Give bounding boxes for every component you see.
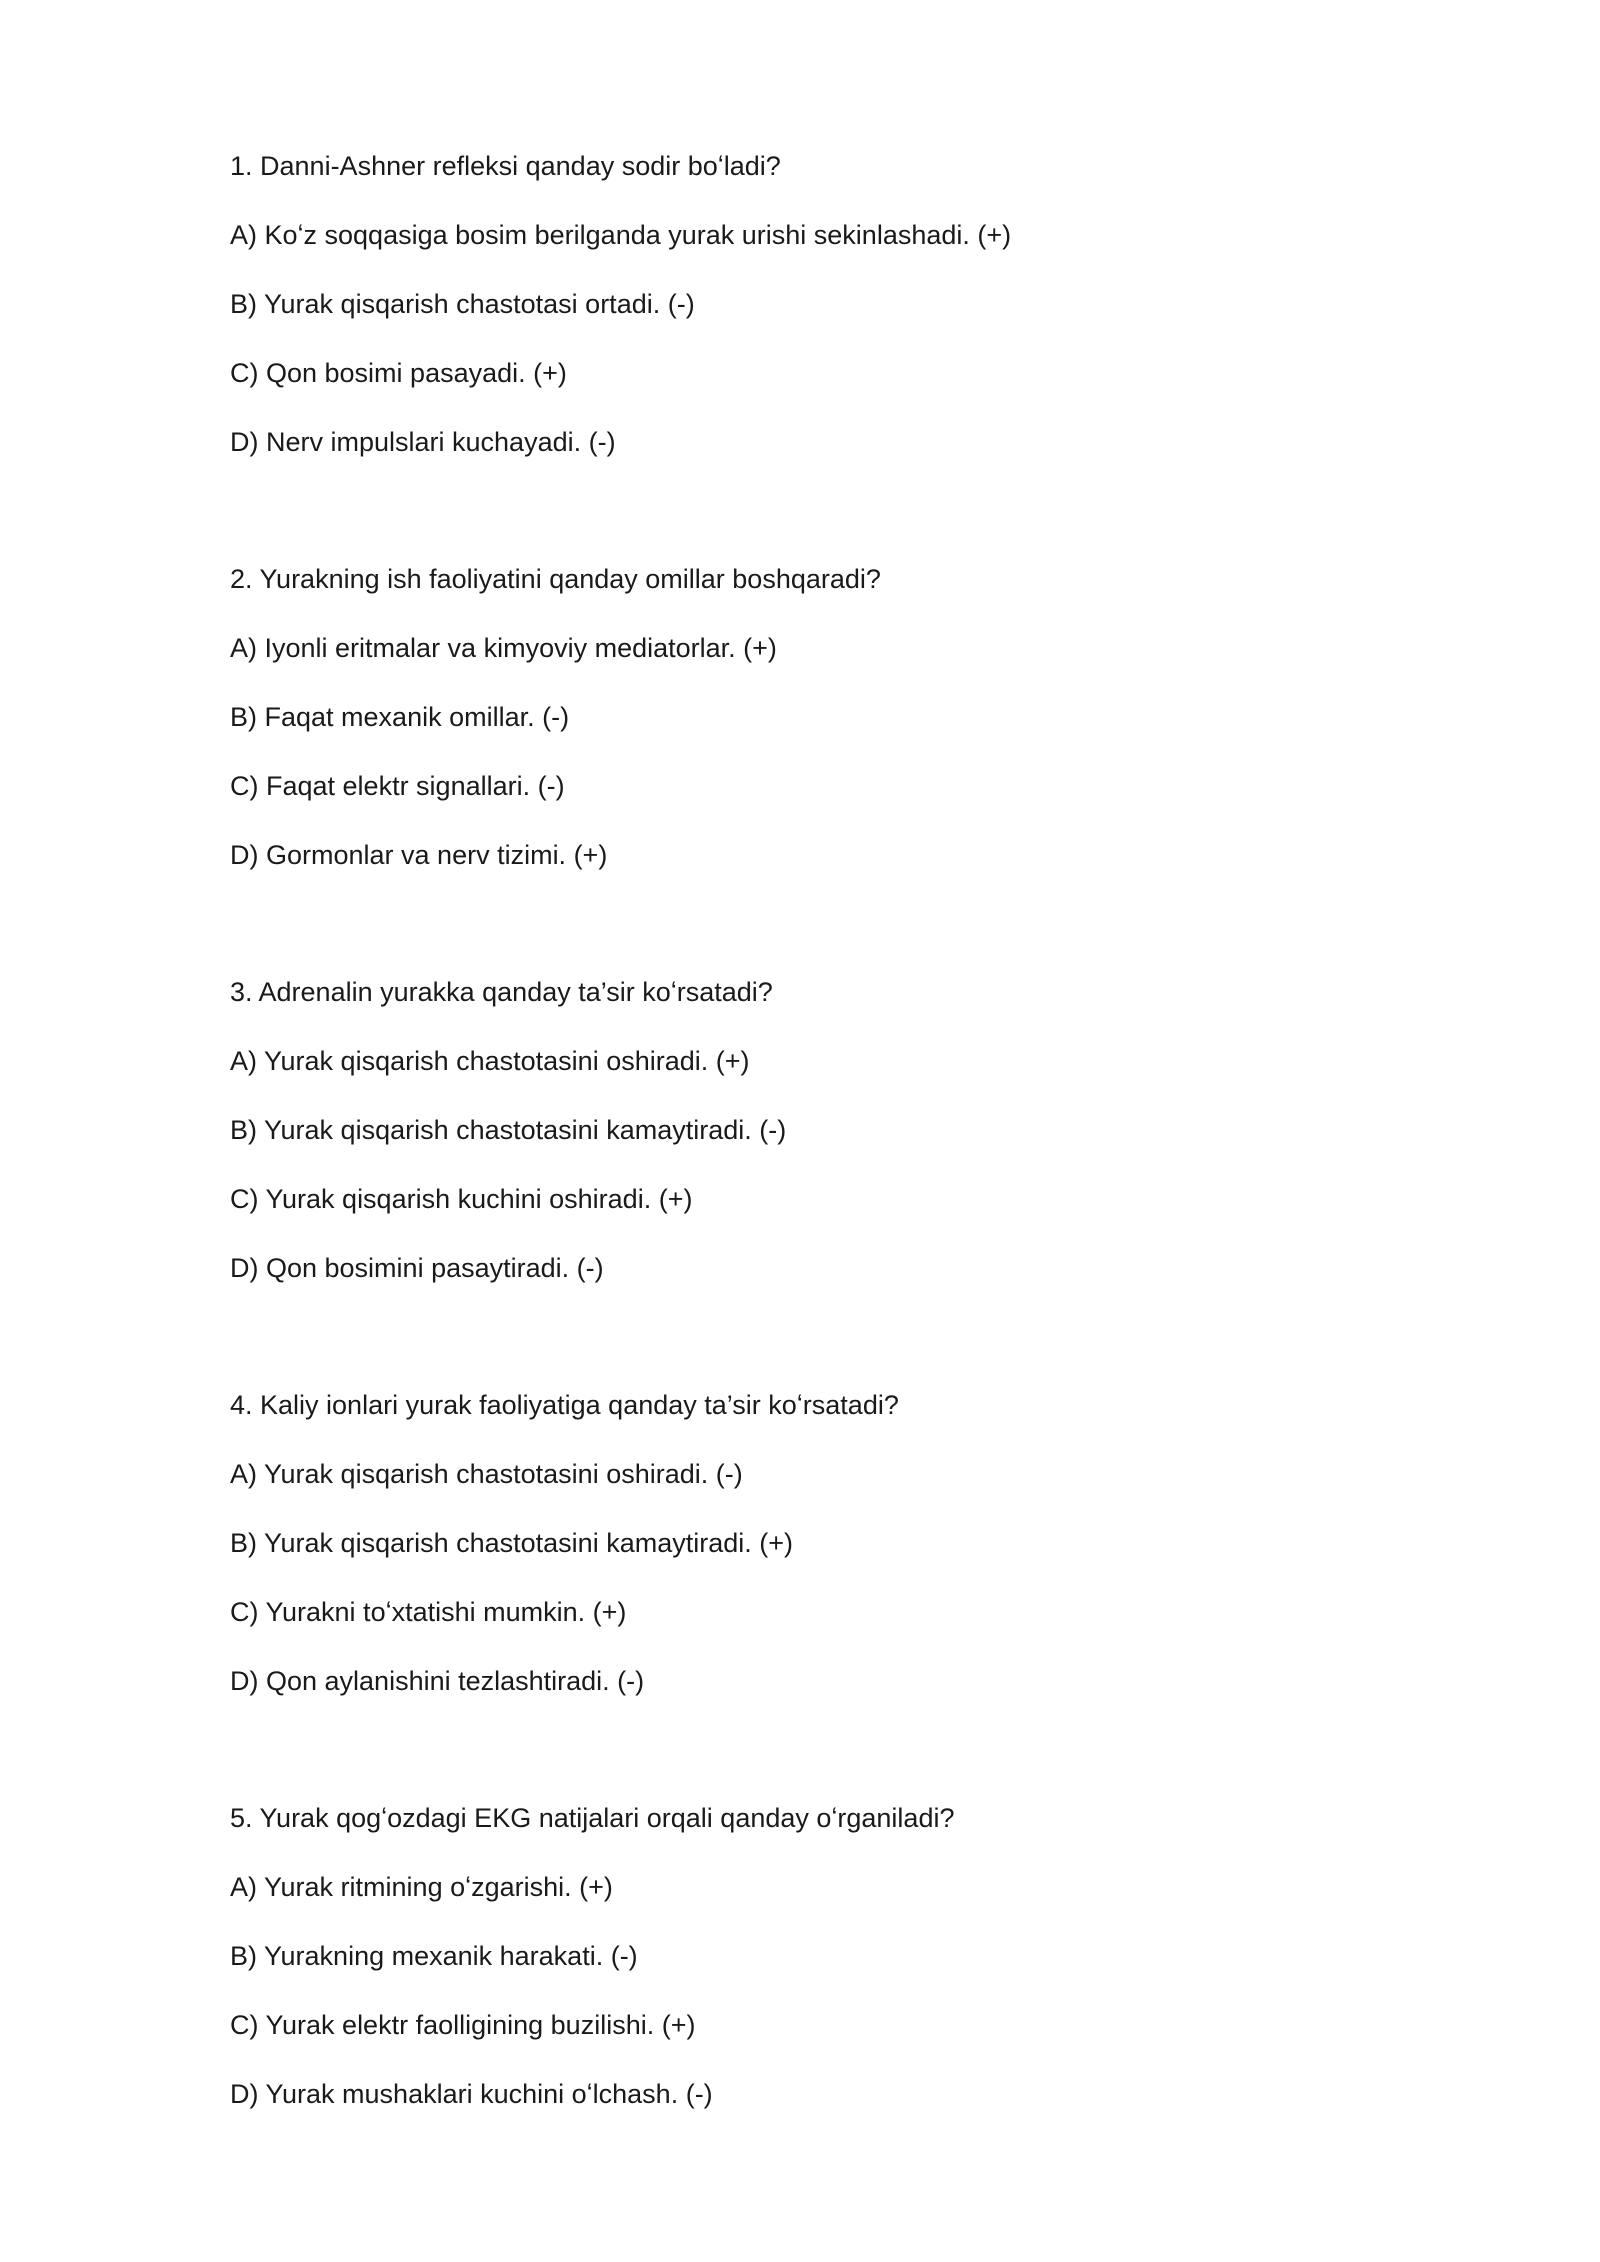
question-text: 3. Adrenalin yurakka qanday ta’sir koʻrsatadi? [230, 977, 773, 1007]
answer-option-b: B) Yurak qisqarish chastotasini kamaytiradi. (+) [230, 1528, 793, 1558]
question-text: 4. Kaliy ionlari yurak faoliyatiga qanday ta’sir koʻrsatadi? [230, 1390, 899, 1420]
answer-option-c: C) Yurak elektr faolligining buzilishi. (+) [230, 2010, 696, 2040]
answer-option-a: A) Yurak ritmining oʻzgarishi. (+) [230, 1872, 613, 1902]
question-4 [230, 1389, 1410, 1802]
answer-option-c: C) Yurak qisqarish kuchini oshiradi. (+) [230, 1184, 693, 1214]
answer-option-d: D) Gormonlar va nerv tizimi. (+) [230, 840, 608, 870]
answer-option-a: A) Yurak qisqarish chastotasini oshiradi. (+) [230, 1046, 750, 1076]
answer-option-b: B) Yurak qisqarish chastotasini kamaytiradi. (-) [230, 1115, 787, 1145]
answer-option-c: C) Yurakni toʻxtatishi mumkin. (+) [230, 1597, 627, 1627]
question-text: 1. Danni-Ashner refleksi qanday sodir boʻladi? [230, 151, 781, 181]
question-5 [230, 1802, 1410, 2215]
answer-option-a: A) Koʻz soqqasiga bosim berilganda yurak urishi sekinlashadi. (+) [230, 220, 1012, 250]
question-1 [230, 150, 1410, 563]
question-text: 5. Yurak qogʻozdagi EKG natijalari orqali qanday oʻrganiladi? [230, 1803, 955, 1833]
answer-option-b: B) Yurakning mexanik harakati. (-) [230, 1941, 638, 1971]
question-list [230, 150, 1410, 2215]
answer-option-b: B) Faqat mexanik omillar. (-) [230, 702, 570, 732]
answer-option-c: C) Qon bosimi pasayadi. (+) [230, 358, 567, 388]
answer-option-a: A) Yurak qisqarish chastotasini oshiradi. (-) [230, 1459, 743, 1489]
answer-option-c: C) Faqat elektr signallari. (-) [230, 771, 565, 801]
question-text: 2. Yurakning ish faoliyatini qanday omillar boshqaradi? [230, 564, 881, 594]
answer-option-d: D) Qon aylanishini tezlashtiradi. (-) [230, 1666, 645, 1696]
answer-option-a: A) Iyonli eritmalar va kimyoviy mediatorlar. (+) [230, 633, 777, 663]
question-2 [230, 563, 1410, 976]
answer-option-b: B) Yurak qisqarish chastotasi ortadi. (-) [230, 289, 695, 319]
answer-option-d: D) Qon bosimini pasaytiradi. (-) [230, 1253, 604, 1283]
question-3 [230, 976, 1410, 1389]
answer-option-d: D) Nerv impulslari kuchayadi. (-) [230, 427, 616, 457]
answer-option-d: D) Yurak mushaklari kuchini oʻlchash. (-) [230, 2079, 713, 2109]
